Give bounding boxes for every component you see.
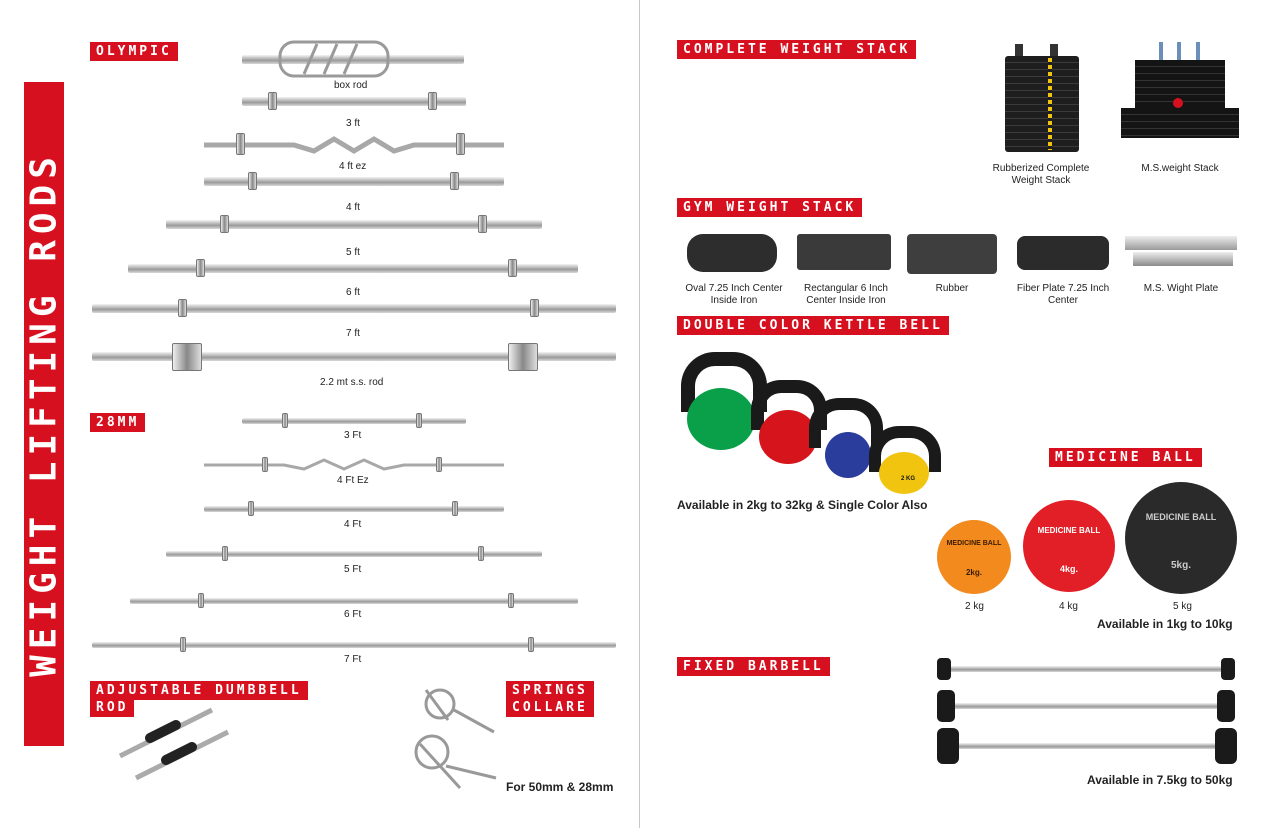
rubber-plate-image — [907, 234, 997, 274]
medicine-ball-caption: 5 kg — [1173, 601, 1192, 612]
weight-stack-caption: Rubberized Complete Weight Stack — [992, 163, 1090, 186]
rod-caption: 4 Ft Ez — [337, 475, 369, 486]
rod-caption: 3 ft — [346, 118, 360, 129]
gym-stack-caption: Rubber — [935, 283, 969, 294]
vertical-title-banner — [24, 82, 64, 746]
gym-stack-caption: Oval 7.25 Inch Center Inside Iron — [685, 283, 783, 306]
rod-caption: 4 ft — [346, 202, 360, 213]
medicine-ball-5kg-image: MEDICINE BALL 5kg. — [1125, 482, 1237, 594]
medicine-ball-4kg-image: MEDICINE BALL 4kg. — [1023, 500, 1115, 592]
fiber-plate-image — [1017, 236, 1109, 270]
springs-heading: SPRINGS — [506, 681, 594, 700]
rod-caption: 6 Ft — [344, 609, 362, 620]
rod-caption: 5 Ft — [344, 564, 362, 575]
olympic-heading: OLYMPIC — [90, 42, 178, 61]
medicine-ball-caption: 2 kg — [965, 601, 984, 612]
rod-caption: 4 Ft — [344, 519, 362, 530]
rectangular-plate-image — [797, 234, 891, 270]
rod-caption: box rod — [334, 80, 368, 91]
adjustable-dumbbell-heading-line2: ROD — [90, 698, 134, 717]
complete-weight-stack-heading: COMPLETE WEIGHT STACK — [677, 40, 916, 59]
rod-caption: 3 Ft — [344, 430, 362, 441]
kettle-bell-label: 2 KG — [901, 476, 916, 482]
fixed-barbell-note: Available in 7.5kg to 50kg — [1087, 773, 1233, 787]
vertical-title: WEIGHT LIFTING RODS — [23, 151, 65, 677]
gym-stack-caption: Rectangular 6 Inch Center Inside Iron — [804, 283, 888, 306]
kettle-bell-1 — [687, 388, 755, 450]
right-page — [641, 0, 1280, 828]
oval-plate-image — [687, 234, 777, 272]
rod-caption: 7 Ft — [344, 654, 362, 665]
28mm-heading: 28MM — [90, 413, 145, 432]
rod-caption: 4 ft ez — [339, 161, 367, 172]
dumbbell-rod-image — [116, 704, 236, 784]
kettle-bell-3 — [825, 432, 871, 478]
medicine-ball-note: Available in 1kg to 10kg — [1097, 617, 1233, 631]
medicine-ball-caption: 4 kg — [1059, 601, 1078, 612]
rod-caption: 2.2 mt s.s. rod — [320, 377, 384, 388]
kettle-bell-heading: DOUBLE COLOR KETTLE BELL — [677, 316, 949, 335]
kettle-bell-note: Available in 2kg to 32kg & Single Color Also — [677, 498, 928, 512]
adjustable-dumbbell-heading: ADJUSTABLE DUMBBELL — [90, 681, 308, 700]
gym-stack-caption: M.S. Wight Plate — [1143, 283, 1219, 294]
springs-note: For 50mm & 28mm — [506, 780, 614, 794]
springs-heading-line2: COLLARE — [506, 698, 594, 717]
spring-collar-image — [410, 680, 510, 800]
medicine-ball-2kg-image: MEDICINE BALL 2kg. — [937, 520, 1011, 594]
fixed-barbell-heading: FIXED BARBELL — [677, 657, 830, 676]
kettle-bell-4 — [879, 452, 929, 494]
gym-weight-stack-heading: GYM WEIGHT STACK — [677, 198, 862, 217]
rod-caption: 7 ft — [346, 328, 360, 339]
gym-stack-caption: Fiber Plate 7.25 Inch Center — [1016, 283, 1110, 306]
medicine-ball-heading: MEDICINE BALL — [1049, 448, 1202, 467]
weight-stack-caption: M.S.weight Stack — [1141, 163, 1219, 174]
rod-caption: 5 ft — [346, 247, 360, 258]
rod-caption: 6 ft — [346, 287, 360, 298]
